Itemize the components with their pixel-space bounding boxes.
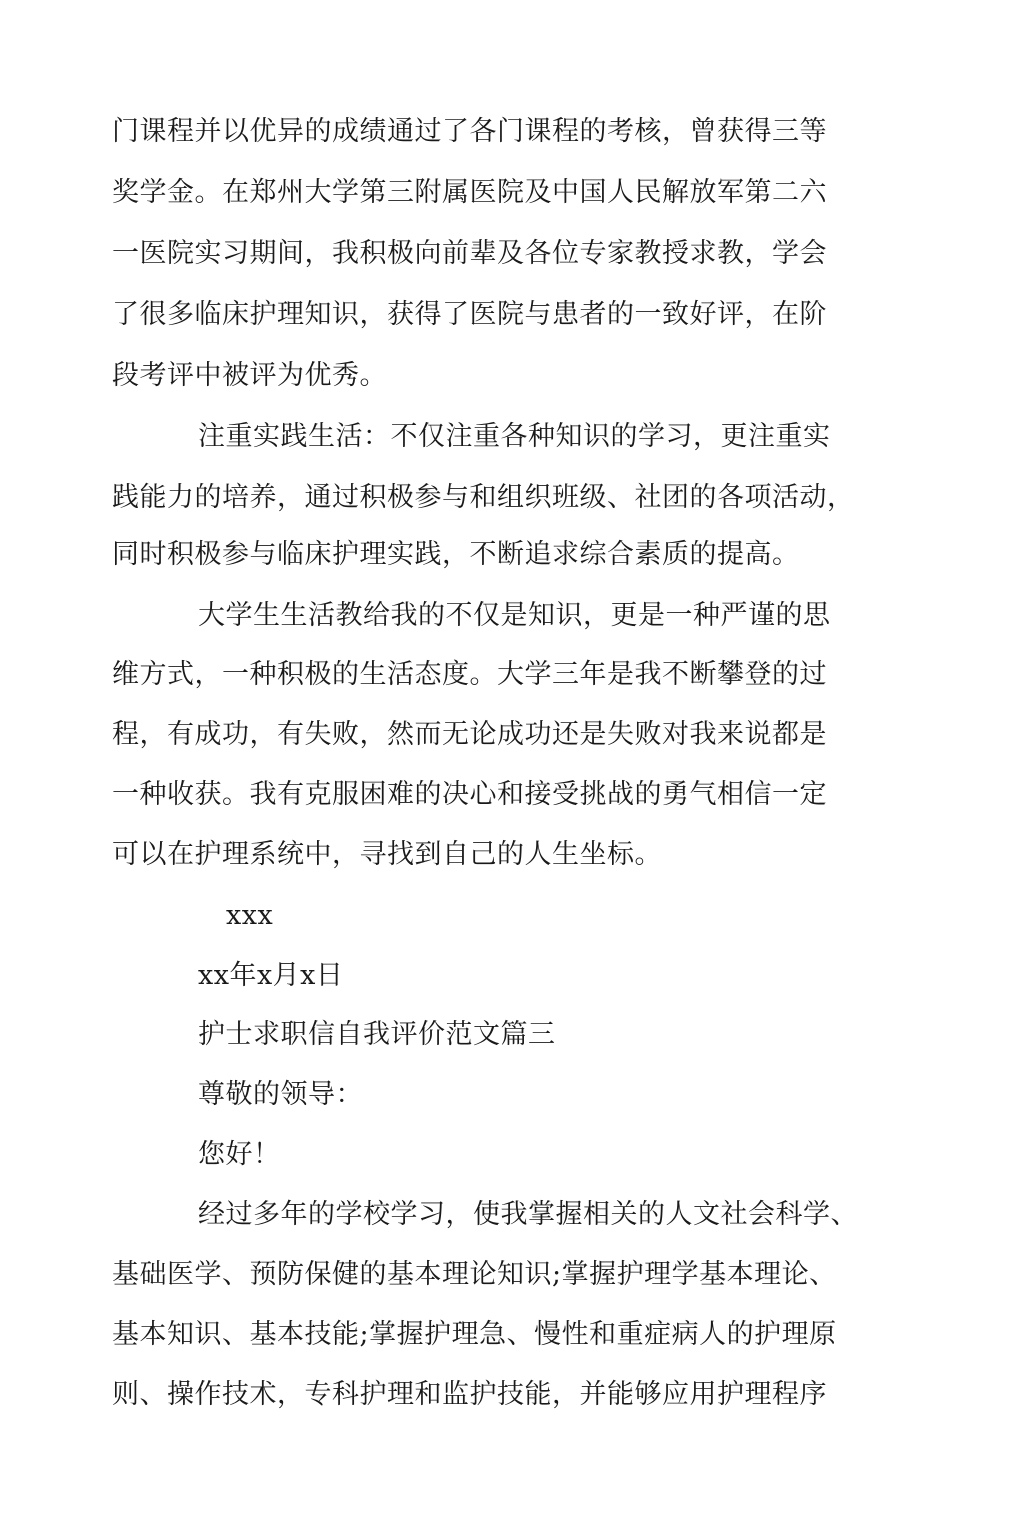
text-line: 一医院实习期间，我积极向前辈及各位专家教授求教，学会 <box>112 238 827 269</box>
text-line: 同时积极参与临床护理实践，不断追求综合素质的提高。 <box>112 539 800 570</box>
text-line: 维方式，一种积极的生活态度。大学三年是我不断攀登的过 <box>112 659 827 690</box>
section-title: 护士求职信自我评价范文篇三 <box>198 1019 556 1050</box>
paragraph-start: 大学生生活教给我的不仅是知识，更是一种严谨的思 <box>198 600 831 631</box>
text-line: 践能力的培养，通过积极参与和组织班级、社团的各项活动， <box>112 482 855 513</box>
text-line: 段考评中被评为优秀。 <box>112 360 387 391</box>
signature-name: xxx <box>226 900 274 931</box>
text-line: 则、操作技术，专科护理和监护技能，并能够应用护理程序 <box>112 1379 827 1410</box>
text-line: 程，有成功，有失败，然而无论成功还是失败对我来说都是 <box>112 719 827 750</box>
text-line: 门课程并以优异的成绩通过了各门课程的考核，曾获得三等 <box>112 116 827 147</box>
signature-date: xx年x月x日 <box>198 960 344 991</box>
text-line: 基本知识、基本技能;掌握护理急、慢性和重症病人的护理原 <box>112 1319 837 1350</box>
greeting: 您好！ <box>198 1139 281 1170</box>
paragraph-start: 经过多年的学校学习，使我掌握相关的人文社会科学、 <box>198 1199 858 1230</box>
text-line: 奖学金。在郑州大学第三附属医院及中国人民解放军第二六 <box>112 177 827 208</box>
text-line: 一种收获。我有克服困难的决心和接受挑战的勇气相信一定 <box>112 779 827 810</box>
salutation: 尊敬的领导： <box>198 1079 363 1110</box>
text-line: 基础医学、预防保健的基本理论知识;掌握护理学基本理论、 <box>112 1259 837 1290</box>
text-line: 可以在护理系统中，寻找到自己的人生坐标。 <box>112 839 662 870</box>
paragraph-start: 注重实践生活：不仅注重各种知识的学习，更注重实 <box>198 421 831 452</box>
text-line: 了很多临床护理知识，获得了医院与患者的一致好评，在阶 <box>112 299 827 330</box>
